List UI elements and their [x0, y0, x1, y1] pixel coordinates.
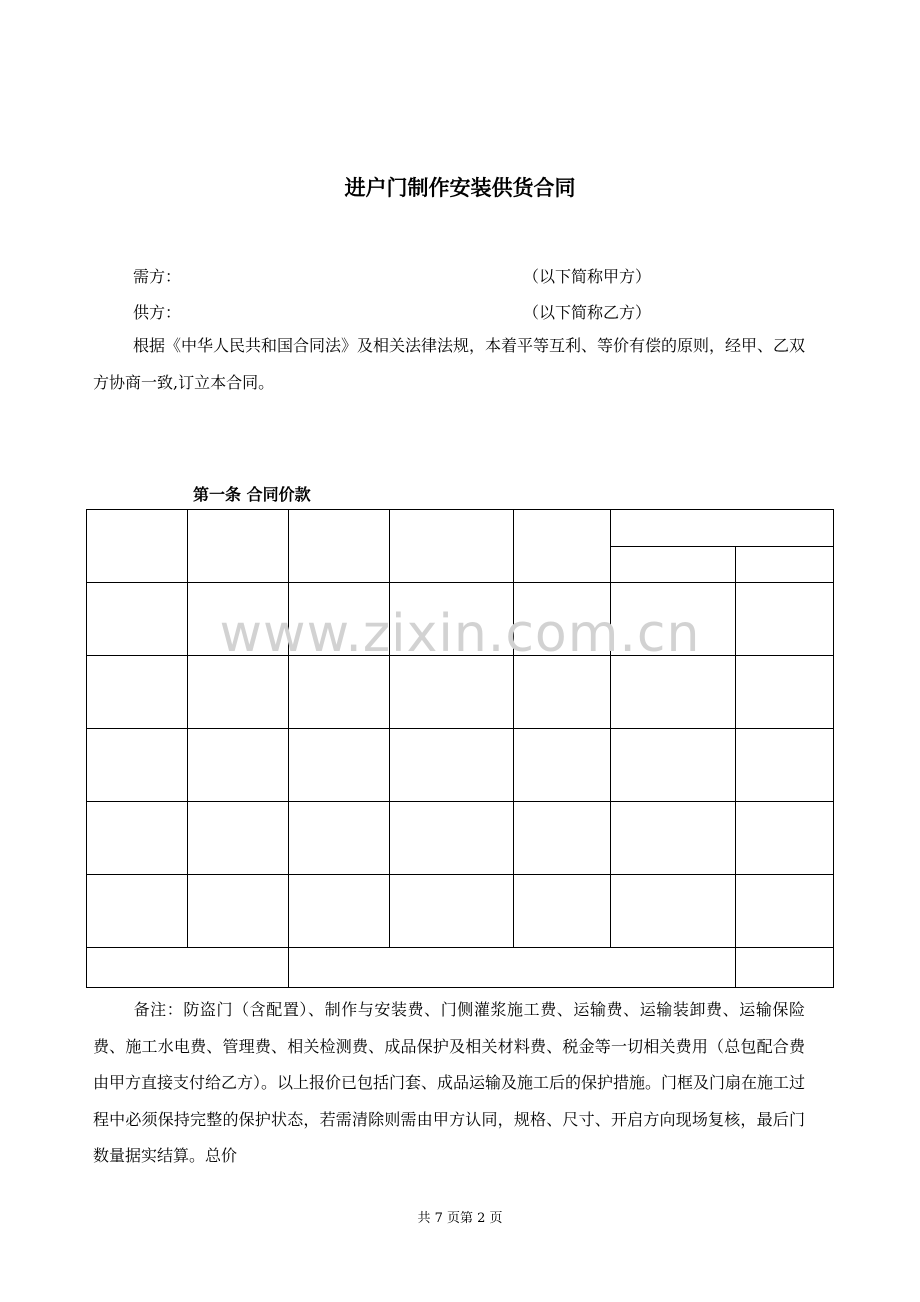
- table-cell: [736, 656, 834, 729]
- buyer-note: （以下简称甲方）: [523, 267, 652, 286]
- supplier-label: 供方：: [133, 303, 182, 322]
- table-cell: [390, 802, 514, 875]
- table-cell: [188, 875, 289, 948]
- table-cell: [514, 802, 611, 875]
- watermark-text: www.zixin.com.cn: [219, 604, 701, 664]
- section-heading: 第一条 合同价款: [193, 485, 311, 504]
- table-cell: [289, 948, 736, 988]
- table-cell: [736, 948, 834, 988]
- table-cell: [390, 510, 514, 583]
- table-cell: [611, 656, 736, 729]
- table-cell: [514, 656, 611, 729]
- table-cell: [188, 802, 289, 875]
- remark-text: 备注：防盗门（含配置）、制作与安装费、门侧灌浆施工费、运输费、运输装卸费、运输保险费、施工水电费、管理费、相关检测费、成品保护及相关材料费、税金等一切相关费用（总包配合费由甲方直接支付给乙方）。以上报价已包括门套、成品运输及施工后的保护措施。门框及门扇在施工过程中必须保持完整的保护状态，若需清除则需由甲方认同，规格、尺寸、开启方向现场复核，最后门数量据实结算。总价: [93, 1000, 806, 1165]
- table-cell: [736, 802, 834, 875]
- table-cell: [87, 948, 289, 988]
- table-cell: [289, 510, 390, 583]
- intro-text: 根据《中华人民共和国合同法》及相关法律法规，本着平等互利、等价有偿的原则，经甲、乙双方协商一致,订立本合同。: [93, 336, 806, 392]
- table-cell: [289, 802, 390, 875]
- table-cell: [87, 802, 188, 875]
- price-table: [86, 509, 834, 988]
- table-cell: [390, 656, 514, 729]
- table-cell: [87, 510, 188, 583]
- table-cell: [87, 656, 188, 729]
- table-cell: [188, 656, 289, 729]
- table-row: [87, 656, 834, 729]
- table-cell: [390, 875, 514, 948]
- table-cell: [736, 729, 834, 802]
- table-cell: [514, 510, 611, 583]
- supplier-note: （以下简称乙方）: [523, 303, 652, 322]
- table-total-row: [87, 948, 834, 988]
- table-row: [87, 729, 834, 802]
- table-cell: [289, 729, 390, 802]
- table-cell: [289, 656, 390, 729]
- remark-paragraph: [93, 992, 805, 1175]
- table-cell: [736, 547, 834, 583]
- table-cell: [611, 802, 736, 875]
- document-title: 进户门制作安装供货合同: [344, 176, 576, 200]
- table-cell: [87, 875, 188, 948]
- table-cell: [611, 510, 834, 547]
- table-cell: [188, 510, 289, 583]
- buyer-label: 需方：: [133, 267, 182, 286]
- intro-paragraph: [93, 328, 805, 401]
- table-cell: [289, 875, 390, 948]
- table-cell: [514, 875, 611, 948]
- table-cell: [611, 729, 736, 802]
- table-cell: [87, 729, 188, 802]
- table-row: [87, 875, 834, 948]
- table-cell: [188, 729, 289, 802]
- table-cell: [514, 729, 611, 802]
- table-cell: [736, 875, 834, 948]
- table-cell: [390, 729, 514, 802]
- table-cell: [611, 547, 736, 583]
- page-footer: 共 7 页第 2 页: [417, 1211, 503, 1226]
- table-header-row: [87, 510, 834, 547]
- table-cell: [611, 875, 736, 948]
- table-row: [87, 802, 834, 875]
